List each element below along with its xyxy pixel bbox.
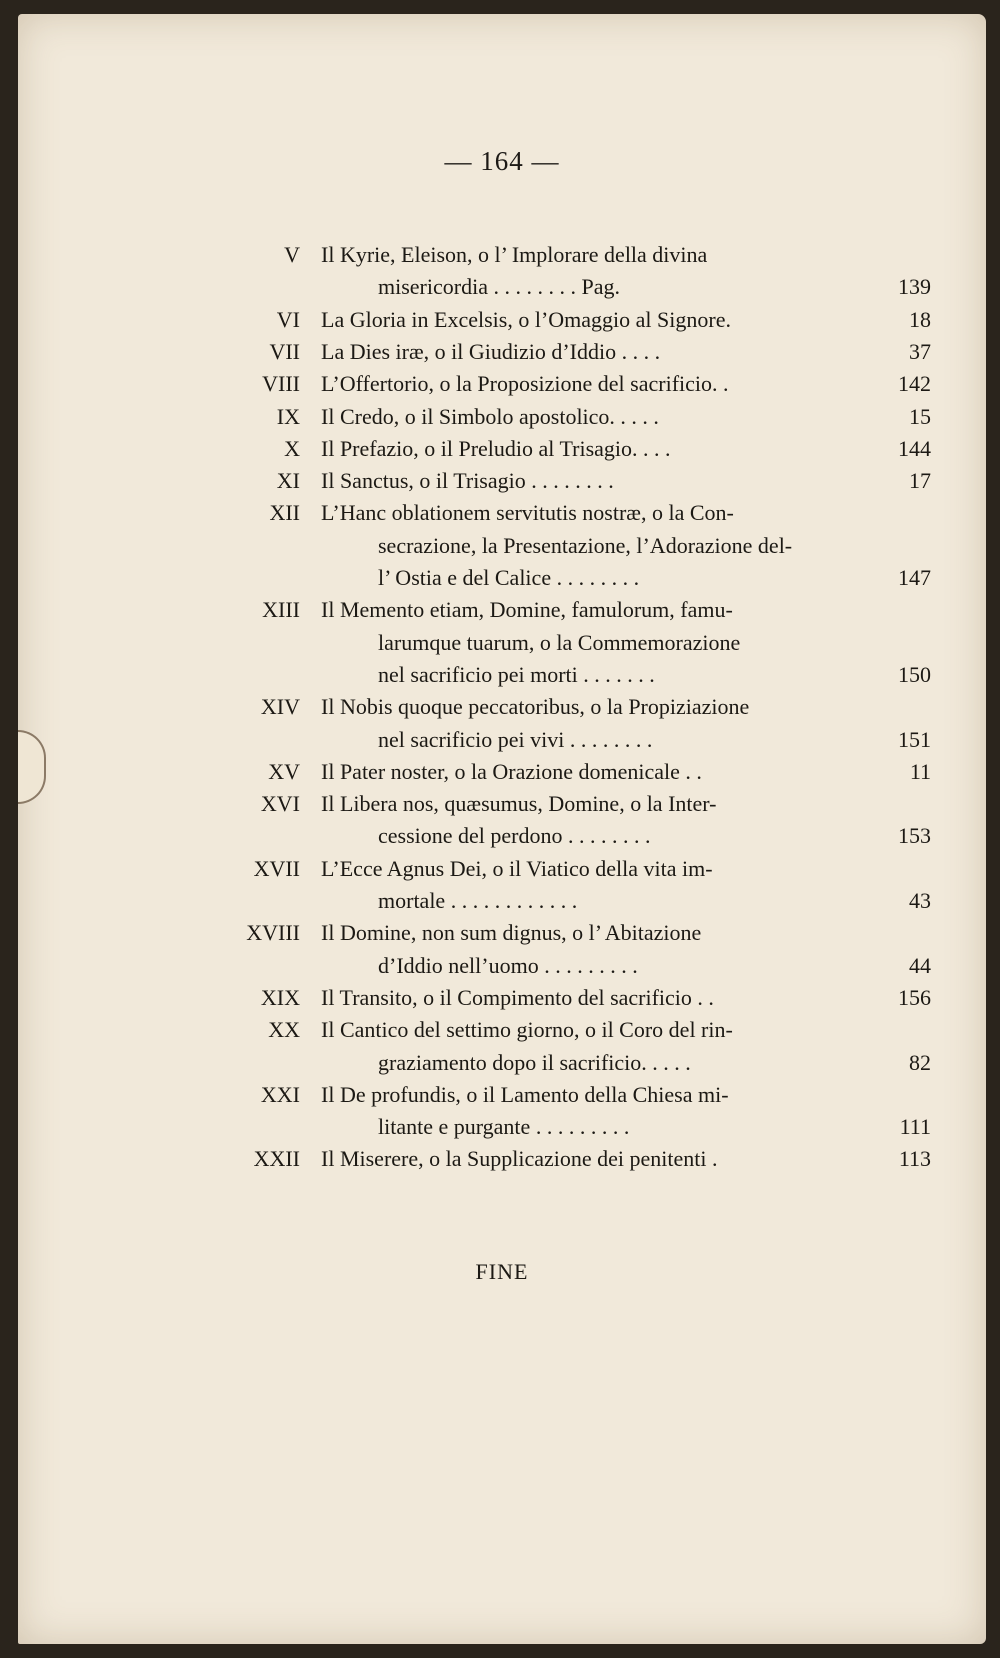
toc-entry-numeral: XI [276, 468, 300, 494]
toc-entry-numeral: XVI [260, 791, 300, 817]
toc-entry-line [378, 823, 931, 855]
toc-entry-numeral: XIX [260, 984, 300, 1010]
toc-entry-numeral: XVII [253, 855, 300, 881]
toc-entry-title: Il Miserere, o la Supplicazione dei penitenti . [321, 1146, 718, 1172]
toc-entry-title: cessione del perdono . . . . . . . . [378, 823, 651, 849]
toc-entry-title: Il Transito, o il Compimento del sacrificio . . [321, 984, 714, 1010]
toc-entry-line [321, 371, 931, 403]
toc-entry-numeral: IX [276, 403, 300, 429]
toc-entry-page-number: 37 [909, 338, 931, 364]
toc-entry-page-number: 147 [898, 565, 931, 590]
toc-entry-page-number: 44 [909, 952, 931, 978]
toc-entry-page-number: 150 [898, 661, 931, 687]
toc-entry-line [378, 952, 931, 985]
toc-entry-numeral: V [284, 242, 300, 267]
toc-entry-line [321, 694, 881, 726]
toc-entry-line [321, 758, 931, 791]
toc-entry-line [378, 661, 931, 694]
toc-entry-page-number: 11 [909, 758, 931, 784]
toc-entry-title: L’Offertorio, o la Proposizione del sacrificio. . [321, 371, 729, 397]
toc-entry-title: Il Prefazio, o il Preludio al Trisagio. . . . [321, 435, 671, 461]
toc-entry-title: Il Sanctus, o il Trisagio . . . . . . . . [321, 468, 614, 494]
toc-entry-numeral: XII [269, 500, 300, 526]
toc-entry-line [378, 1114, 931, 1146]
toc-entry-numeral: XVIII [246, 920, 300, 946]
toc-entry-numeral: XXII [253, 1146, 300, 1172]
toc-entry-page-number: 82 [909, 1049, 931, 1075]
page-number: — 164 — [444, 146, 560, 176]
toc-entry-page-number: 151 [898, 726, 931, 752]
toc-entry-title: Il Pater noster, o la Orazione domenicale . . [321, 758, 702, 784]
toc-entry-line [378, 888, 931, 920]
toc-entry-title: Il Memento etiam, Domine, famulorum, famu- [321, 597, 733, 623]
toc-entry-title: mortale . . . . . . . . . . . . [378, 888, 578, 913]
toc-entry-page-number: 15 [909, 403, 931, 429]
toc-entry-line [378, 630, 881, 662]
toc-entry-title: Il Libera nos, quæsumus, Domine, o la Inter- [321, 791, 717, 817]
toc-entry-title: La Dies iræ, o il Giudizio d’Iddio . . . . [321, 338, 661, 364]
toc-entry-page-number: 144 [898, 435, 931, 461]
toc-entry-page-number: 113 [898, 1146, 931, 1172]
toc-entry-title: l’ Ostia e del Calice . . . . . . . . [378, 565, 640, 590]
toc-entry-page-number: 111 [899, 1114, 931, 1140]
book-page [18, 14, 986, 1644]
toc-entry-line [321, 1017, 881, 1049]
toc-entry-title: Il Domine, non sum dignus, o l’ Abitazione [321, 920, 702, 946]
toc-entry-title: La Gloria in Excelsis, o l’Omaggio al Signore. [321, 306, 731, 332]
toc-entry-numeral: XIII [262, 597, 300, 623]
toc-entry-line [321, 856, 881, 888]
toc-entry-title: Il Credo, o il Simbolo apostolico. . . . . [321, 403, 659, 429]
toc-entry-line [321, 1146, 931, 1178]
toc-entry-title: Il Nobis quoque peccatoribus, o la Propiziazione [321, 694, 750, 720]
toc-entry-title: Il Kyrie, Eleison, o l’ Implorare della divina [321, 242, 708, 267]
toc-entry-page-number: 142 [898, 371, 931, 397]
toc-entry-line [321, 984, 931, 1017]
toc-entry-page-number: 18 [909, 306, 931, 332]
toc-entry-numeral: VI [276, 306, 300, 332]
end-mark: FINE [475, 1259, 529, 1284]
toc-entry-line [378, 274, 931, 306]
toc-entry-numeral: VII [269, 338, 300, 364]
toc-entry-line [321, 306, 931, 339]
toc-entry-line [321, 403, 931, 436]
toc-entry-numeral: XIV [260, 694, 300, 720]
toc-entry-title: graziamento dopo il sacrificio. . . . . [378, 1049, 691, 1075]
toc-entry-page-number: 153 [898, 823, 931, 849]
toc-entry-page-number: 17 [909, 468, 931, 494]
toc-entry-numeral: XX [268, 1017, 300, 1043]
toc-entry-line [321, 435, 931, 468]
toc-entry-line [378, 726, 931, 759]
toc-entry-page-number: 139 [898, 274, 931, 300]
toc-entry-page-number: 43 [909, 888, 931, 913]
toc-entry-title: d’Iddio nell’uomo . . . . . . . . . [378, 952, 638, 978]
toc-entry-line [378, 565, 931, 597]
toc-entry-line [321, 920, 881, 952]
toc-entry-title: misericordia . . . . . . . . Pag. [378, 274, 620, 300]
toc-entry-title: larumque tuarum, o la Commemorazione [378, 629, 741, 655]
toc-entry-line [321, 338, 931, 371]
toc-entry-line [378, 1049, 931, 1082]
toc-entry-title: L’Ecce Agnus Dei, o il Viatico della vita im- [321, 855, 713, 881]
toc-entry-numeral: X [284, 435, 300, 461]
toc-entry-title: nel sacrificio pei vivi . . . . . . . . [378, 726, 653, 752]
toc-entry-title: secrazione, la Presentazione, l’Adorazione del- [378, 532, 793, 558]
toc-entry-line [378, 533, 881, 565]
toc-entry-title: L’Hanc oblationem servitutis nostræ, o la Con- [321, 500, 734, 526]
toc-entry-line [321, 500, 881, 532]
toc-entry-title: litante e purgante . . . . . . . . . [378, 1114, 630, 1140]
toc-entry-numeral: XV [268, 758, 300, 784]
toc-entry-line [321, 468, 931, 500]
toc-entry-numeral: VIII [262, 371, 300, 397]
toc-entry-numeral: XXI [260, 1081, 300, 1107]
toc-entry-line [321, 791, 881, 823]
toc-entry-line [321, 597, 881, 629]
toc-entry-title: nel sacrificio pei morti . . . . . . . [378, 661, 655, 687]
toc-entry-page-number: 156 [898, 984, 931, 1010]
toc-entry-line [321, 242, 881, 274]
toc-entry-title: Il Cantico del settimo giorno, o il Coro del rin- [321, 1017, 733, 1043]
toc-entry-title: Il De profundis, o il Lamento della Chiesa mi- [321, 1081, 729, 1107]
toc-entry-line [321, 1082, 881, 1114]
